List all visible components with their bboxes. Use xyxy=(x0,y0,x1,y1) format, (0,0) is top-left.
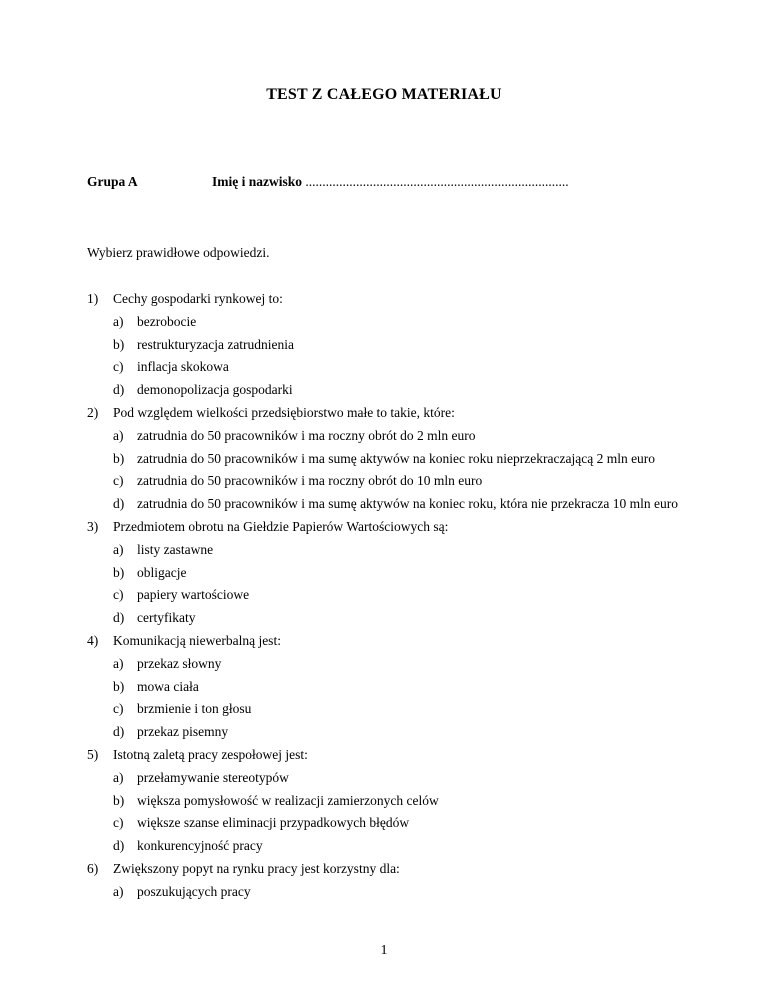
option-letter: b) xyxy=(113,450,125,466)
question-number: 6) xyxy=(87,860,99,876)
option-letter: c) xyxy=(113,701,124,717)
option xyxy=(113,881,687,904)
option-letter: a) xyxy=(113,655,124,671)
option xyxy=(113,539,687,562)
option-text: poszukujących pracy xyxy=(137,883,251,899)
option xyxy=(113,470,687,493)
option-letter: c) xyxy=(113,815,124,831)
option-letter: a) xyxy=(113,541,124,557)
option-letter: b) xyxy=(113,336,125,352)
question-text: Przedmiotem obrotu na Giełdzie Papierów Wartościowych są: xyxy=(113,518,449,534)
option xyxy=(113,676,687,699)
option-text: konkurencyjność pracy xyxy=(137,838,263,854)
option xyxy=(113,812,687,835)
question-number: 2) xyxy=(87,404,99,420)
option-text: zatrudnia do 50 pracowników i ma roczny obrót do 2 mln euro xyxy=(137,427,476,443)
option xyxy=(113,379,687,402)
question-6 xyxy=(87,858,687,904)
option-letter: d) xyxy=(113,838,125,854)
option xyxy=(113,607,687,630)
question-5 xyxy=(87,744,687,858)
questions-list xyxy=(87,288,687,904)
option-letter: d) xyxy=(113,496,125,512)
name-label: Imię i nazwisko xyxy=(212,174,303,189)
option xyxy=(113,562,687,585)
option-letter: a) xyxy=(113,313,124,329)
option-letter: d) xyxy=(113,724,125,740)
option-text: listy zastawne xyxy=(137,541,214,557)
group-label: Grupa A xyxy=(87,174,138,189)
option-text: bezrobocie xyxy=(137,313,197,329)
option xyxy=(113,425,687,448)
document-title: TEST Z CAŁEGO MATERIAŁU xyxy=(266,86,502,103)
option xyxy=(113,653,687,676)
option xyxy=(113,790,687,813)
option-letter: d) xyxy=(113,382,125,398)
option-letter: c) xyxy=(113,359,124,375)
question-text: Zwiększony popyt na rynku pracy jest korzystny dla: xyxy=(113,860,400,876)
option xyxy=(113,698,687,721)
header-line xyxy=(87,174,569,190)
question-1 xyxy=(87,288,687,402)
option xyxy=(113,311,687,334)
option-text: mowa ciała xyxy=(137,678,199,694)
option xyxy=(113,767,687,790)
option-letter: a) xyxy=(113,769,124,785)
option xyxy=(113,334,687,357)
option-text: obligacje xyxy=(137,564,187,580)
question-text: Komunikacją niewerbalną jest: xyxy=(113,632,281,648)
question-number: 4) xyxy=(87,632,99,648)
option xyxy=(113,835,687,858)
option-text: zatrudnia do 50 pracowników i ma roczny obrót do 10 mln euro xyxy=(137,473,483,489)
option-text: zatrudnia do 50 pracowników i ma sumę aktywów na koniec roku nieprzekraczającą 2 mln euro xyxy=(137,450,656,466)
option xyxy=(113,356,687,379)
option-text: papiery wartościowe xyxy=(137,587,250,603)
question-text: Istotną zaletą pracy zespołowej jest: xyxy=(113,746,308,762)
option-letter: b) xyxy=(113,678,125,694)
question-4 xyxy=(87,630,687,744)
option-letter: d) xyxy=(113,610,125,626)
option-text: większe szanse eliminacji przypadkowych błędów xyxy=(137,815,410,831)
option-text: przekaz pisemny xyxy=(137,724,229,740)
question-text: Pod względem wielkości przedsiębiorstwo małe to takie, które: xyxy=(113,404,455,420)
option-text: demonopolizacja gospodarki xyxy=(137,382,293,398)
option xyxy=(113,493,687,516)
question-number: 3) xyxy=(87,518,99,534)
option-text: większa pomysłowość w realizacji zamierzonych celów xyxy=(137,792,439,808)
page-number: 1 xyxy=(380,943,388,958)
instruction: Wybierz prawidłowe odpowiedzi. xyxy=(87,245,270,260)
question-number: 5) xyxy=(87,746,99,762)
option xyxy=(113,584,687,607)
question-3 xyxy=(87,516,687,630)
option-text: przekaz słowny xyxy=(137,655,222,671)
option-letter: b) xyxy=(113,792,125,808)
option-text: restrukturyzacja zatrudnienia xyxy=(137,336,295,352)
option-text: zatrudnia do 50 pracowników i ma sumę aktywów na koniec roku, która nie przekracza 10 mln euro xyxy=(137,496,678,512)
option xyxy=(113,721,687,744)
question-number: 1) xyxy=(87,291,99,306)
option-letter: a) xyxy=(113,427,124,443)
option-text: certyfikaty xyxy=(137,610,196,626)
option xyxy=(113,448,687,471)
option-letter: b) xyxy=(113,564,125,580)
question-2 xyxy=(87,402,687,516)
option-letter: a) xyxy=(113,883,124,899)
option-letter: c) xyxy=(113,587,124,603)
option-text: brzmienie i ton głosu xyxy=(137,701,252,717)
option-text: inflacja skokowa xyxy=(137,359,229,375)
question-text: Cechy gospodarki rynkowej to: xyxy=(113,291,283,306)
option-text: przełamywanie stereotypów xyxy=(137,769,289,785)
name-dots: .............................................................................. xyxy=(305,174,569,189)
option-letter: c) xyxy=(113,473,124,489)
